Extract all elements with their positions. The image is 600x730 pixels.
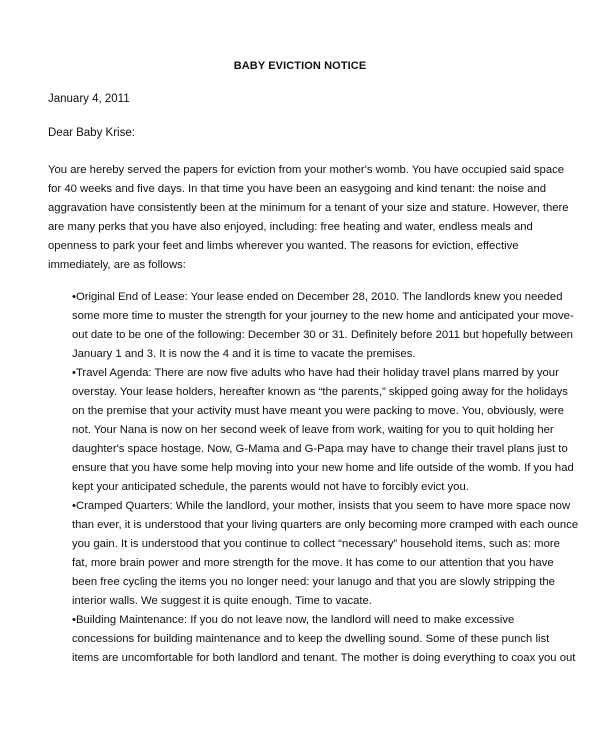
text-line: than ever, it is understood that your living quarters are only becoming more cramped with each ounce [72, 519, 579, 531]
text-line: for 40 weeks and five days. In that time you have been an easygoing and kind tenant: the noise and [48, 183, 547, 195]
text-line: aggravation have consistently been at the minimum for a tenant of your size and stature. However, there [48, 202, 569, 214]
letter-date: January 4, 2011 [48, 93, 130, 105]
text-line: not. Your Nana is now on her second week of leave from work, waiting for you to quit holding her [72, 424, 554, 436]
text-line: •Travel Agenda: There are now five adults who have had their holiday travel plans marred by your [72, 367, 559, 379]
text-line: •Cramped Quarters: While the landlord, your mother, insists that you seem to have more space now [72, 500, 571, 512]
text-line: daughter's space hostage. Now, G-Mama and G-Papa may have to change their travel plans just to [72, 443, 568, 455]
reason-cramped-quarters [72, 497, 579, 611]
text-line: out date to be one of the following: December 30 or 31. Definitely before 2011 but hopefully between [72, 329, 573, 341]
eviction-reasons-list [72, 288, 579, 668]
text-line: overstay. Your lease holders, hereafter known as “the parents,” skipped going away for the holidays [72, 386, 568, 398]
text-line: openness to park your feet and limbs wherever you wanted. The reasons for eviction, effective [48, 240, 519, 252]
text-line: January 1 and 3. It is now the 4 and it is time to vacate the premises. [72, 348, 416, 360]
text-line: some more time to muster the strength for your journey to the new home and anticipated your move- [72, 310, 574, 322]
text-line: items are uncomfortable for both landlord and tenant. The mother is doing everything to coax you out [72, 652, 576, 664]
intro-paragraph [48, 161, 569, 275]
text-line: kept your anticipated schedule, the parents would not have to forcibly evict you. [72, 481, 469, 493]
text-line: •Building Maintenance: If you do not leave now, the landlord will need to make excessive [72, 614, 515, 626]
text-line: You are hereby served the papers for eviction from your mother's womb. You have occupied said space [48, 164, 565, 176]
text-line: •Original End of Lease: Your lease ended on December 28, 2010. The landlords knew you needed [72, 291, 563, 303]
reason-building-maintenance [72, 611, 576, 668]
reason-original-end-of-lease [72, 288, 574, 364]
text-line: concessions for building maintenance and to keep the dwelling sound. Some of these punch list [72, 633, 550, 645]
text-line: interior walls. We suggest it is quite enough. Time to vacate. [72, 595, 372, 607]
text-line: been free cycling the items you no longer need: your lanugo and that you are slowly stripping the [72, 576, 555, 588]
text-line: on the premise that your activity must have meant you were packing to move. You, obviously, were [72, 405, 565, 417]
text-line: you gain. It is understood that you continue to collect “necessary” household items, such as: more [72, 538, 560, 550]
text-line: fat, more brain power and more strength for the move. It has come to our attention that you have [72, 557, 554, 569]
text-line: are many perks that you have also enjoyed, including: free heating and water, endless meals and [48, 221, 533, 233]
document-title: BABY EVICTION NOTICE [233, 60, 367, 72]
text-line: ensure that you have some help moving into your new home and life outside of the womb. If you had [72, 462, 574, 474]
salutation: Dear Baby Krise: [48, 127, 135, 139]
reason-travel-agenda [72, 364, 574, 497]
text-line: immediately, are as follows: [48, 259, 186, 271]
